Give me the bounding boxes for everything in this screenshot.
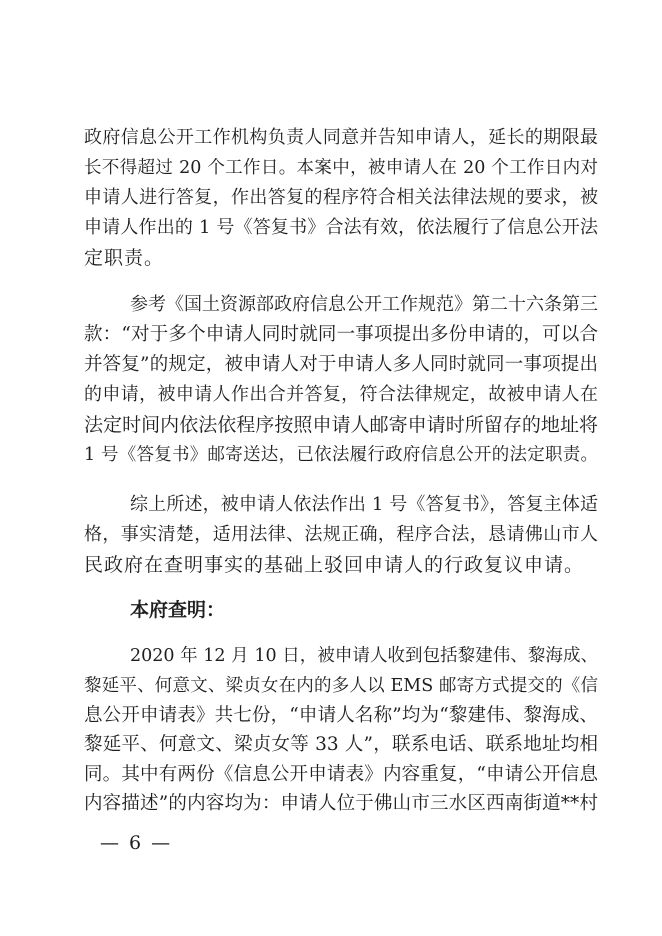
page-number: — 6 — [100, 832, 173, 854]
text-line: 综上所述，被申请人依法作出 1 号《答复书》，答复主体适 [130, 494, 598, 515]
text-line: 长不得超过 20 个工作日。本案中，被申请人在 20 个工作日内对 [84, 158, 598, 178]
text-line: 息公开申请表》共七份，“申请人名称”均为“黎建伟、黎海成、 [84, 704, 598, 726]
text-line: 民政府在查明事实的基础上驳回申请人的行政复议申请。 [84, 554, 585, 576]
paragraph-2 [84, 290, 598, 470]
text-line: 款：“对于多个申请人同时就同一事项提出多份申请的，可以合 [84, 324, 598, 345]
text-line: 政府信息公开工作机构负责人同意并告知申请人，延长的期限最 [84, 127, 598, 148]
text-line: 内容描述”的内容均为：申请人位于佛山市三水区西南街道**村 [84, 793, 598, 814]
text-line: 2020 年 12 月 10 日，被申请人收到包括黎建伟、黎海成、 [130, 646, 598, 666]
text-line: 参考《国土资源部政府信息公开工作规范》第二十六条第三 [130, 294, 598, 315]
paragraph-1 [84, 123, 598, 273]
text-line: 的申请，被申请人作出合并答复，符合法律规定，故被申请人在 [84, 384, 598, 405]
text-line: 法定时间内依法依程序按照申请人邮寄申请时所留存的地址将 [84, 414, 598, 436]
paragraph-4 [84, 641, 598, 819]
text-line: 申请人作出的 1 号《答复书》合法有效，依法履行了信息公开法 [84, 217, 598, 238]
text-line: 同。其中有两份《信息公开申请表》内容重复，“申请公开信息 [84, 763, 598, 785]
text-line: 1 号《答复书》邮寄送达，已依法履行政府信息公开的法定职责。 [84, 445, 598, 465]
text-line: 定职责。 [84, 247, 165, 269]
text-line: 格，事实清楚，适用法律、法规正确，程序合法，恳请佛山市人 [84, 524, 598, 545]
text-line: 并答复”的规定，被申请人对于申请人多人同时就同一事项提出 [84, 354, 598, 375]
section-heading: 本府查明： [130, 599, 226, 621]
text-line: 申请人进行答复，作出答复的程序符合相关法律法规的要求，被 [84, 187, 598, 208]
text-line: 黎延平、何意文、梁贞女在内的多人以 EMS 邮寄方式提交的《信 [84, 676, 598, 696]
text-line: 黎延平、何意文、梁贞女等 33 人”，联系电话、联系地址均相 [84, 734, 598, 755]
paragraph-3 [84, 490, 598, 580]
